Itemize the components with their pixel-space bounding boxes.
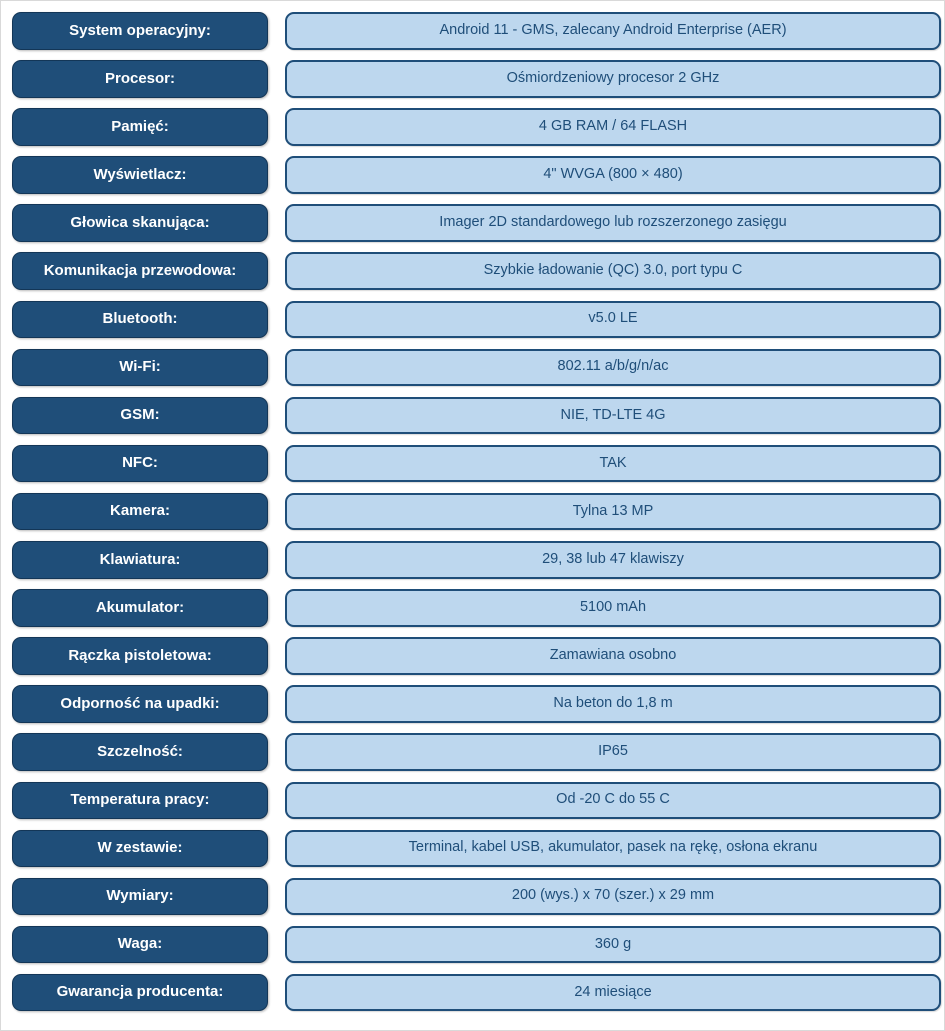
spec-label: Procesor:: [104, 69, 176, 87]
spec-value: 4 GB RAM / 64 FLASH: [538, 117, 688, 134]
spec-label: Głowica skanująca:: [70, 213, 210, 231]
spec-value: 24 miesiące: [574, 983, 652, 1000]
spec-value-pill: [285, 974, 941, 1012]
spec-value-pill: [285, 12, 941, 50]
spec-value-pill: [285, 156, 941, 194]
spec-value-pill: [285, 541, 941, 579]
spec-label: Akumulator:: [95, 598, 185, 616]
spec-value: 200 (wys.) x 70 (szer.) x 29 mm: [511, 887, 715, 904]
spec-row: [12, 301, 941, 339]
spec-label-pill: [12, 733, 268, 771]
spec-row: [12, 204, 941, 242]
spec-label: Wi-Fi:: [119, 358, 161, 376]
spec-label-pill: [12, 637, 268, 675]
spec-row: [12, 445, 941, 483]
spec-value: Na beton do 1,8 m: [553, 695, 673, 712]
spec-value-pill: [285, 878, 941, 916]
spec-value: v5.0 LE: [588, 310, 638, 327]
spec-label-pill: [12, 108, 268, 146]
spec-label: Komunikacja przewodowa:: [43, 261, 237, 279]
spec-row: [12, 830, 941, 868]
spec-label-pill: [12, 349, 268, 387]
spec-label-pill: [12, 252, 268, 290]
spec-row: [12, 685, 941, 723]
spec-label-pill: [12, 301, 268, 339]
spec-row: [12, 12, 941, 50]
spec-value-pill: [285, 301, 941, 339]
spec-label: Kamera:: [109, 502, 171, 520]
spec-value-pill: [285, 445, 941, 483]
spec-label-pill: [12, 878, 268, 916]
spec-label: Temperatura pracy:: [70, 791, 210, 808]
spec-label-pill: [12, 204, 268, 242]
spec-value: Zamawiana osobno: [549, 647, 677, 663]
spec-value: 802.11 a/b/g/n/ac: [557, 358, 669, 375]
spec-row: [12, 637, 941, 675]
spec-row: [12, 878, 941, 916]
spec-label-pill: [12, 156, 268, 194]
spec-label-pill: [12, 397, 268, 435]
spec-value-pill: [285, 637, 941, 675]
spec-row: [12, 782, 941, 820]
spec-row: [12, 108, 941, 146]
spec-value: IP65: [598, 743, 628, 760]
spec-value: Android 11 - GMS, zalecany Android Enterprise (AER): [439, 21, 787, 38]
spec-row: [12, 156, 941, 194]
spec-value-pill: [285, 493, 941, 531]
spec-row: [12, 252, 941, 290]
spec-label-pill: [12, 926, 268, 964]
spec-value: 29, 38 lub 47 klawiszy: [542, 550, 684, 567]
spec-value: TAK: [599, 454, 627, 471]
spec-value: 360 g: [594, 935, 632, 952]
spec-label: Klawiatura:: [99, 550, 181, 568]
spec-value-pill: [285, 782, 941, 820]
spec-label-pill: [12, 12, 268, 50]
spec-value-pill: [285, 60, 941, 98]
spec-label: Gwarancja producenta:: [56, 983, 224, 1001]
spec-label-pill: [12, 974, 268, 1012]
spec-label: Wymiary:: [106, 887, 174, 905]
spec-label: Waga:: [117, 935, 163, 953]
spec-value-pill: [285, 108, 941, 146]
spec-value: NIE, TD-LTE 4G: [560, 406, 666, 423]
spec-label-pill: [12, 685, 268, 723]
spec-row: [12, 397, 941, 435]
spec-label-pill: [12, 60, 268, 98]
spec-label: W zestawie:: [97, 839, 183, 857]
spec-value-pill: [285, 733, 941, 771]
spec-label-pill: [12, 782, 268, 820]
spec-row: [12, 733, 941, 771]
spec-label-pill: [12, 493, 268, 531]
spec-label-pill: [12, 541, 268, 579]
spec-value-pill: [285, 830, 941, 868]
spec-value: 5100 mAh: [579, 598, 647, 615]
spec-label: Szczelność:: [97, 742, 183, 760]
spec-value-pill: [285, 685, 941, 723]
spec-value-pill: [285, 349, 941, 387]
spec-label: Pamięć:: [111, 117, 169, 135]
spec-value: Ośmiordzeniowy procesor 2 GHz: [506, 69, 720, 86]
spec-label: Rączka pistoletowa:: [68, 646, 212, 664]
spec-label: Wyświetlacz:: [93, 165, 187, 183]
spec-row: [12, 541, 941, 579]
spec-label-pill: [12, 589, 268, 627]
spec-row: [12, 60, 941, 98]
spec-label-pill: [12, 830, 268, 868]
spec-row: [12, 589, 941, 627]
spec-value: 4" WVGA (800 × 480): [543, 166, 683, 183]
spec-value: Imager 2D standardowego lub rozszerzonego zasięgu: [439, 214, 787, 231]
spec-row: [12, 493, 941, 531]
spec-value: Szybkie ładowanie (QC) 3.0, port typu C: [483, 262, 743, 279]
spec-label: Odporność na upadki:: [60, 694, 220, 712]
spec-value: Od -20 C do 55 C: [556, 791, 670, 808]
spec-row: [12, 974, 941, 1012]
spec-label-pill: [12, 445, 268, 483]
spec-value-pill: [285, 926, 941, 964]
spec-label: GSM:: [120, 406, 160, 424]
spec-label: NFC:: [122, 454, 158, 472]
spec-value-pill: [285, 397, 941, 435]
spec-label: Bluetooth:: [102, 310, 178, 328]
spec-row: [12, 926, 941, 964]
spec-row: [12, 349, 941, 387]
spec-value: Tylna 13 MP: [572, 502, 654, 519]
spec-label: System operacyjny:: [69, 21, 211, 39]
spec-value-pill: [285, 204, 941, 242]
spec-value-pill: [285, 252, 941, 290]
spec-value: Terminal, kabel USB, akumulator, pasek na rękę, osłona ekranu: [408, 839, 818, 856]
spec-value-pill: [285, 589, 941, 627]
